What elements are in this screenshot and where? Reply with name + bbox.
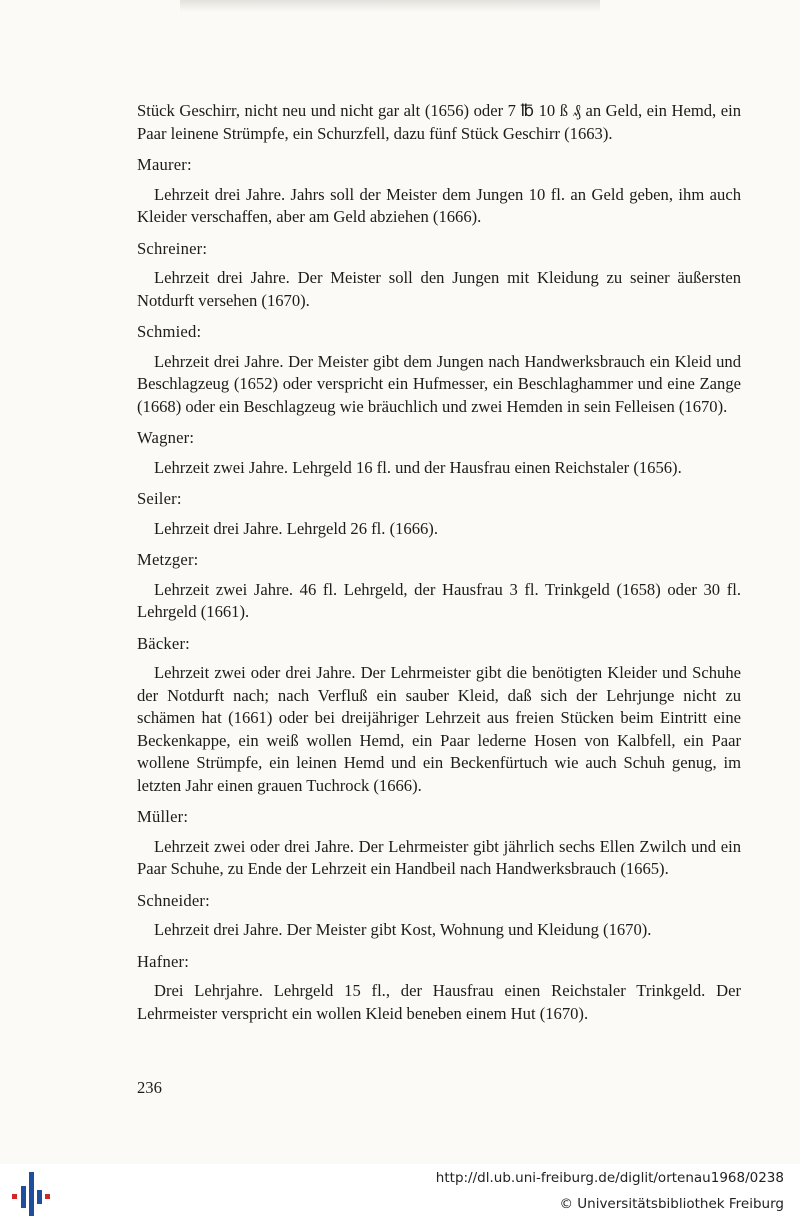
source-url-link[interactable]: http://dl.ub.uni-freiburg.de/diglit/ortenau1968/0238 — [435, 1170, 784, 1186]
section-heading: Schmied: — [137, 322, 202, 341]
section-heading: Metzger: — [137, 550, 199, 569]
body-paragraph: Stück Geschirr, nicht neu und nicht gar alt (1656) oder 7 ℔ 10 ß ₰ an Geld, ein Hemd, ein Paar leinene Strümpfe, ein Schurzfell, dazu fünf Stück Geschirr (1663). — [137, 101, 741, 143]
page-number: 236 — [137, 1078, 162, 1097]
body-paragraph: Lehrzeit zwei Jahre. 46 fl. Lehrgeld, der Hausfrau 3 fl. Trinkgeld (1658) oder 30 fl. Lehrgeld (1661). — [137, 579, 741, 621]
body-paragraph: Lehrzeit drei Jahre. Lehrgeld 26 fl. (1666). — [154, 518, 438, 538]
body-paragraph: Lehrzeit drei Jahre. Jahrs soll der Meister dem Jungen 10 fl. an Geld geben, ihm auch Kleider verschaffen, aber am Geld abziehen (1666). — [137, 184, 741, 226]
viewer-footer — [0, 1164, 800, 1220]
section-heading: Wagner: — [137, 428, 195, 447]
body-paragraph: Drei Lehrjahre. Lehrgeld 15 fl., der Hausfrau einen Reichstaler Trinkgeld. Der Lehrmeister verspricht ein wollen Kleid beneben einem Hut (1670). — [137, 981, 741, 1023]
section-heading: Schreiner: — [137, 238, 208, 258]
document-text-body — [137, 100, 741, 1025]
body-paragraph: Lehrzeit drei Jahre. Der Meister gibt dem Jungen nach Handwerksbrauch ein Kleid und Beschlagzeug (1652) oder verspricht ein Hufmesser, ein Beschlaghammer und eine Zange (1668) oder ein Beschlagzeug wie bräuchlich und zwei Hemden in sein Felleisen (1670). — [137, 351, 741, 416]
section-heading: Seiler: — [137, 489, 182, 508]
body-paragraph: Lehrzeit zwei oder drei Jahre. Der Lehrmeister gibt jährlich sechs Ellen Zwilch und ein Paar Schuhe, zu Ende der Lehrzeit ein Handbeil nach Handwerksbrauch (1665). — [137, 836, 741, 878]
copyright-notice: © Universitätsbibliothek Freiburg — [559, 1196, 784, 1212]
body-paragraph: Lehrzeit drei Jahre. Der Meister soll den Jungen mit Kleidung zu seiner äußersten Notdurft versehen (1670). — [137, 268, 741, 310]
section-heading: Müller: — [137, 807, 189, 826]
body-paragraph: Lehrzeit drei Jahre. Der Meister gibt Kost, Wohnung und Kleidung (1670). — [154, 920, 652, 939]
section-heading: Schneider: — [137, 890, 210, 910]
page-top-shadow — [180, 0, 600, 12]
section-heading: Hafner: — [137, 951, 190, 971]
ub-freiburg-logo-icon — [10, 1172, 52, 1216]
section-heading: Bäcker: — [137, 633, 190, 653]
section-heading: Maurer: — [137, 155, 192, 174]
body-paragraph: Lehrzeit zwei Jahre. Lehrgeld 16 fl. und der Hausfrau einen Reichstaler (1656). — [154, 457, 682, 477]
body-paragraph: Lehrzeit zwei oder drei Jahre. Der Lehrmeister gibt die benötigten Kleider und Schuhe der Notdurft nach; nach Verfluß ein sauber Kleid, daß sich der Lehrjunge nicht zu schämen hat (1661) oder bei dreijähriger Lehrzeit aus freien Stücken beim Eintritt eine Beckenkappe, ein weiß wollen Hemd, ein Paar lederne Hosen von Kalbfell, ein Paar wollene Strümpfe, ein leinen Hemd und ein Beckenfürtuch wie auch Schuh genug, im letzten Jahr einen grauen Tuchrock (1666). — [137, 663, 741, 795]
